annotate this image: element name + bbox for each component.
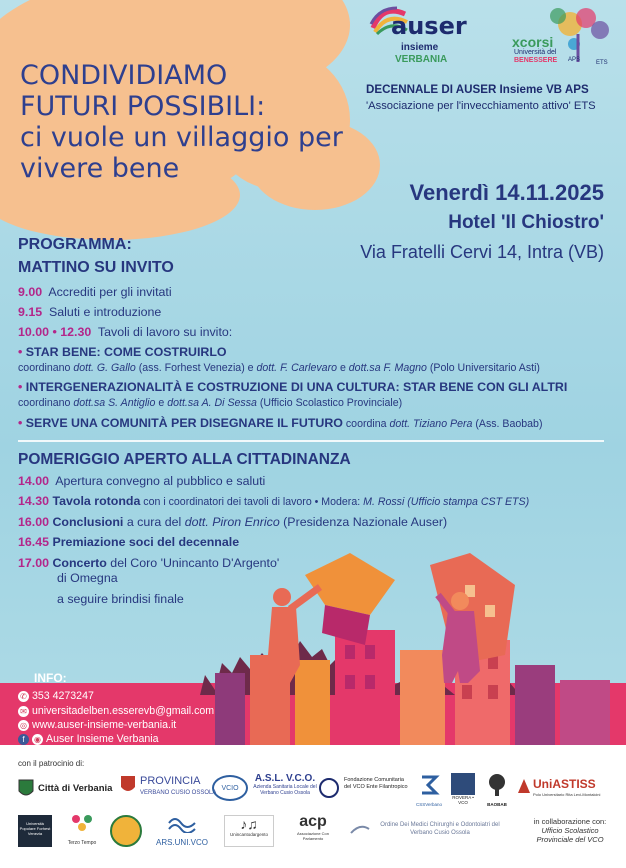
pomeriggio-item [18, 515, 447, 530]
detail-name: dott.sa S. Antiglio [73, 397, 156, 409]
asl-logo-sub: Azienda Sanitaria Locale del Verbano Cusio Ossola [253, 784, 317, 796]
tavolo-title-text: STAR BENE: COME COSTRUIRLO [25, 345, 227, 359]
css-shape-icon [418, 773, 440, 797]
detail-text: coordina [342, 418, 390, 430]
xcorsi-logo-sub3: APS [568, 57, 581, 63]
programma-item [18, 325, 232, 340]
css-logo [414, 773, 444, 807]
detail-text: (Ass. Baobab) [472, 418, 543, 430]
uniastiss-arrow-icon [516, 777, 532, 795]
held-cube [305, 553, 395, 615]
event-address: Via Fratelli Cervi 14, Intra (VB) [360, 242, 604, 262]
building [215, 673, 245, 745]
xcorsi-logo [512, 4, 616, 70]
provincia-logo [120, 773, 217, 805]
bullet: • [18, 380, 23, 394]
provincia-logo-sub: VERBANO CUSIO OSSOLA [140, 790, 217, 796]
detail-name: dott. F. Carlevaro [256, 362, 337, 374]
detail-text: (Ufficio Scolastico Provinciale) [256, 397, 403, 409]
auser-logo [365, 2, 475, 66]
pomeriggio-item [18, 474, 265, 489]
programma-item [18, 305, 161, 320]
info-web[interactable] [18, 719, 176, 732]
info-social-text: Auser Insieme Verbania [46, 733, 159, 745]
detail-text: (Polo Universitario Asti) [426, 362, 540, 374]
item-bold: Concerto [52, 556, 107, 570]
terzo-tempo-people-icon [69, 813, 95, 835]
auser-logo-sub2: VERBANIA [395, 54, 448, 65]
xcorsi-logo-sub4: ETS [596, 60, 608, 66]
bullet: • [18, 345, 23, 359]
detail-name: dott.sa A. Di Sessa [167, 397, 257, 409]
crest-icon [18, 779, 34, 799]
item-time: 10.00 • 12.30 [18, 325, 92, 339]
xcorsi-logo-sub1: Università del [514, 49, 557, 56]
detail-text: e [337, 362, 349, 374]
item-time: 14.00 [18, 474, 50, 488]
item-text: Accrediti per gli invitati [48, 285, 172, 299]
building [560, 680, 610, 745]
item-text: Saluti e introduzione [49, 305, 162, 319]
title-line: ci vuole un villaggio per [20, 122, 343, 153]
asl-logo-text: A.S.L. V.C.O. [254, 773, 316, 784]
ars-uni-waves-icon [167, 813, 197, 833]
tavolo-title-text: INTERGENERAZIONALITÀ E COSTRUZIONE DI UNA CULTURA: STAR BENE CON GLI ALTRI [25, 380, 568, 394]
fondazione-logo-text: Fondazione Comunitaria del VCO Ente Filantropico [344, 777, 408, 790]
provincia-crest-icon [120, 775, 136, 795]
auser-logo-name: auser [391, 12, 467, 40]
acp-logo-text: acp [299, 813, 327, 830]
item-text: a cura del [123, 515, 185, 529]
rovera-logo-box [451, 773, 475, 795]
item-time: 16.00 [18, 515, 50, 529]
provincia-logo-text: PROVINCIA [140, 775, 201, 787]
verbania-logo-text: Città di Verbania [38, 783, 113, 794]
concerto-line2: di Omegna [57, 571, 118, 585]
item-text: del Coro 'Unincanto D'Argento' [106, 556, 280, 570]
detail-name: dott.sa F. Magno [348, 362, 427, 374]
building [515, 665, 555, 745]
acp-logo [288, 813, 338, 849]
building [295, 660, 330, 745]
item-time: 14.30 [18, 494, 50, 508]
music-note-icon: ♪♫ [240, 816, 258, 832]
forhest-logo [18, 815, 52, 847]
forhest-logo-text: Università Popolare Forhest Venezia [19, 821, 51, 836]
page-title [20, 60, 350, 184]
fondazione-logo [318, 775, 408, 805]
detail-name: dott. Tiziano Pera [389, 418, 473, 430]
item-text: Apertura convegno al pubblico e saluti [55, 474, 266, 488]
xcorsi-logo-sub2: BENESSERE [514, 57, 558, 64]
unincanto-logo-text: Unincantodargento [229, 832, 269, 837]
item-italic: M. Rossi (Ufficio stampa CST ETS) [363, 496, 530, 508]
ars-uni-logo [152, 813, 212, 849]
ars-uni-logo-text: ARS.UNI.VCO [155, 838, 208, 847]
mattino-heading: MATTINO SU INVITO [18, 259, 174, 276]
rovera-logo-text: ROVERA • VCO [452, 795, 474, 805]
bullet: • [18, 416, 23, 430]
item-tail: (Presidenza Nazionale Auser) [279, 515, 448, 529]
info-web-text: www.auser-insieme-verbania.it [32, 719, 177, 731]
xcorsi-logo-name: xcorsi [512, 34, 554, 50]
patrocinio-label: con il patrocinio di: [18, 759, 85, 768]
person-head [451, 592, 469, 610]
auser-logo-sub1: insieme [401, 42, 439, 53]
event-date: Venerdì 14.11.2025 [409, 180, 604, 205]
pomeriggio-item [18, 494, 529, 509]
rovera-logo [448, 773, 478, 807]
fondazione-circle-icon [318, 777, 340, 799]
vcio-logo [212, 775, 248, 801]
item-time: 9.00 [18, 285, 43, 299]
baobab-logo [482, 773, 512, 807]
asl-logo [250, 773, 320, 807]
programma-heading: PROGRAMMA: [18, 236, 132, 253]
detail-name: dott. G. Gallo [73, 362, 136, 374]
tavolo-title [18, 416, 542, 431]
collaborazione-line: Provinciale del VCO [536, 835, 604, 844]
item-time: 16.45 [18, 535, 50, 549]
baobab-logo-text: BAOBAB [487, 802, 507, 807]
collaborazione-label: in collaborazione con: [533, 817, 607, 826]
item-bold: Conclusioni [52, 515, 124, 529]
item-time: 9.15 [18, 305, 43, 319]
decennale-line1: DECENNALE DI AUSER Insieme VB APS [366, 83, 589, 96]
phone-icon: ✆ [18, 691, 29, 702]
title-line: FUTURI POSSIBILI: [20, 91, 266, 122]
info-email-text: universitadelben.esserevb@gmail.com [32, 705, 215, 717]
collaborazione-block [520, 817, 620, 844]
tavolo-title [18, 380, 567, 395]
tavolo-title-text: SERVE UNA COMUNITÀ PER DISEGNARE IL FUTURO [25, 416, 343, 430]
detail-text: coordinano [18, 362, 74, 374]
detail-text: coordinano [18, 397, 74, 409]
yellow-emblem-logo [110, 815, 142, 847]
css-logo-text: CSSVerbano [415, 802, 443, 807]
section-divider [18, 440, 604, 442]
unincanto-logo [224, 815, 274, 847]
uniastiss-logo [516, 775, 616, 805]
ordine-medici-logo [350, 819, 510, 845]
brindisi-line: a seguire brindisi finale [57, 592, 184, 606]
terzo-tempo-logo [64, 813, 100, 849]
building [400, 650, 445, 745]
sponsors-footer [0, 745, 626, 868]
uniastiss-logo-text: UniASTISS [533, 777, 596, 791]
tavolo-detail [18, 362, 540, 375]
title-line: vivere bene [20, 153, 180, 184]
item-italic: dott. Piron Enrico [184, 515, 280, 529]
person-head [273, 588, 291, 606]
tavolo-detail [18, 397, 402, 410]
detail-text: (ass. Forhest Venezia) e [135, 362, 257, 374]
item-time: 17.00 [18, 556, 50, 570]
instagram-icon: ◉ [32, 734, 43, 745]
item-text: Tavoli di lavoro su invito: [97, 325, 233, 339]
info-phone-text: 353 4273247 [32, 690, 94, 702]
pomeriggio-heading: POMERIGGIO APERTO ALLA CITTADINANZA [18, 451, 351, 468]
tavolo-title [18, 345, 227, 360]
person-body [268, 607, 300, 683]
terzo-tempo-logo-text: Terzo Tempo [67, 840, 97, 846]
collaborazione-line: Ufficio Scolastico [541, 826, 599, 835]
globe-icon: ◎ [18, 720, 29, 731]
info-email[interactable] [18, 705, 214, 718]
person-body [442, 611, 480, 683]
acp-logo-sub: Associazione Con Parlamento [296, 831, 330, 841]
programma-item [18, 285, 172, 300]
ordine-medici-text: Ordine Dei Medici Chirurghi e Odontoiatri del Verbano Cusio Ossola [380, 822, 500, 836]
baobab-tree-icon [485, 773, 509, 797]
verbania-logo [18, 775, 118, 805]
info-phone[interactable] [18, 690, 94, 703]
item-bold: Premiazione soci del decennale [52, 535, 240, 549]
info-heading: INFO: [34, 671, 67, 685]
item-text: con i coordinatori dei tavoli di lavoro • Modera: [140, 496, 364, 508]
email-icon: ✉ [18, 706, 29, 717]
uniastiss-logo-sub: Polo Universitario Rita Levi-Montalcini [533, 792, 601, 797]
detail-text: e [155, 397, 168, 409]
ordine-swoosh-icon [350, 823, 370, 837]
title-line: CONDIVIDIAMO [20, 60, 228, 91]
decennale-line2: 'Associazione per l'invecchiamento attivo' ETS [366, 100, 596, 112]
facebook-icon: f [18, 734, 29, 745]
event-venue: Hotel 'Il Chiostro' [448, 212, 604, 233]
item-bold: Tavola rotonda [52, 494, 141, 508]
vcio-logo-text: VCIO [221, 785, 239, 792]
